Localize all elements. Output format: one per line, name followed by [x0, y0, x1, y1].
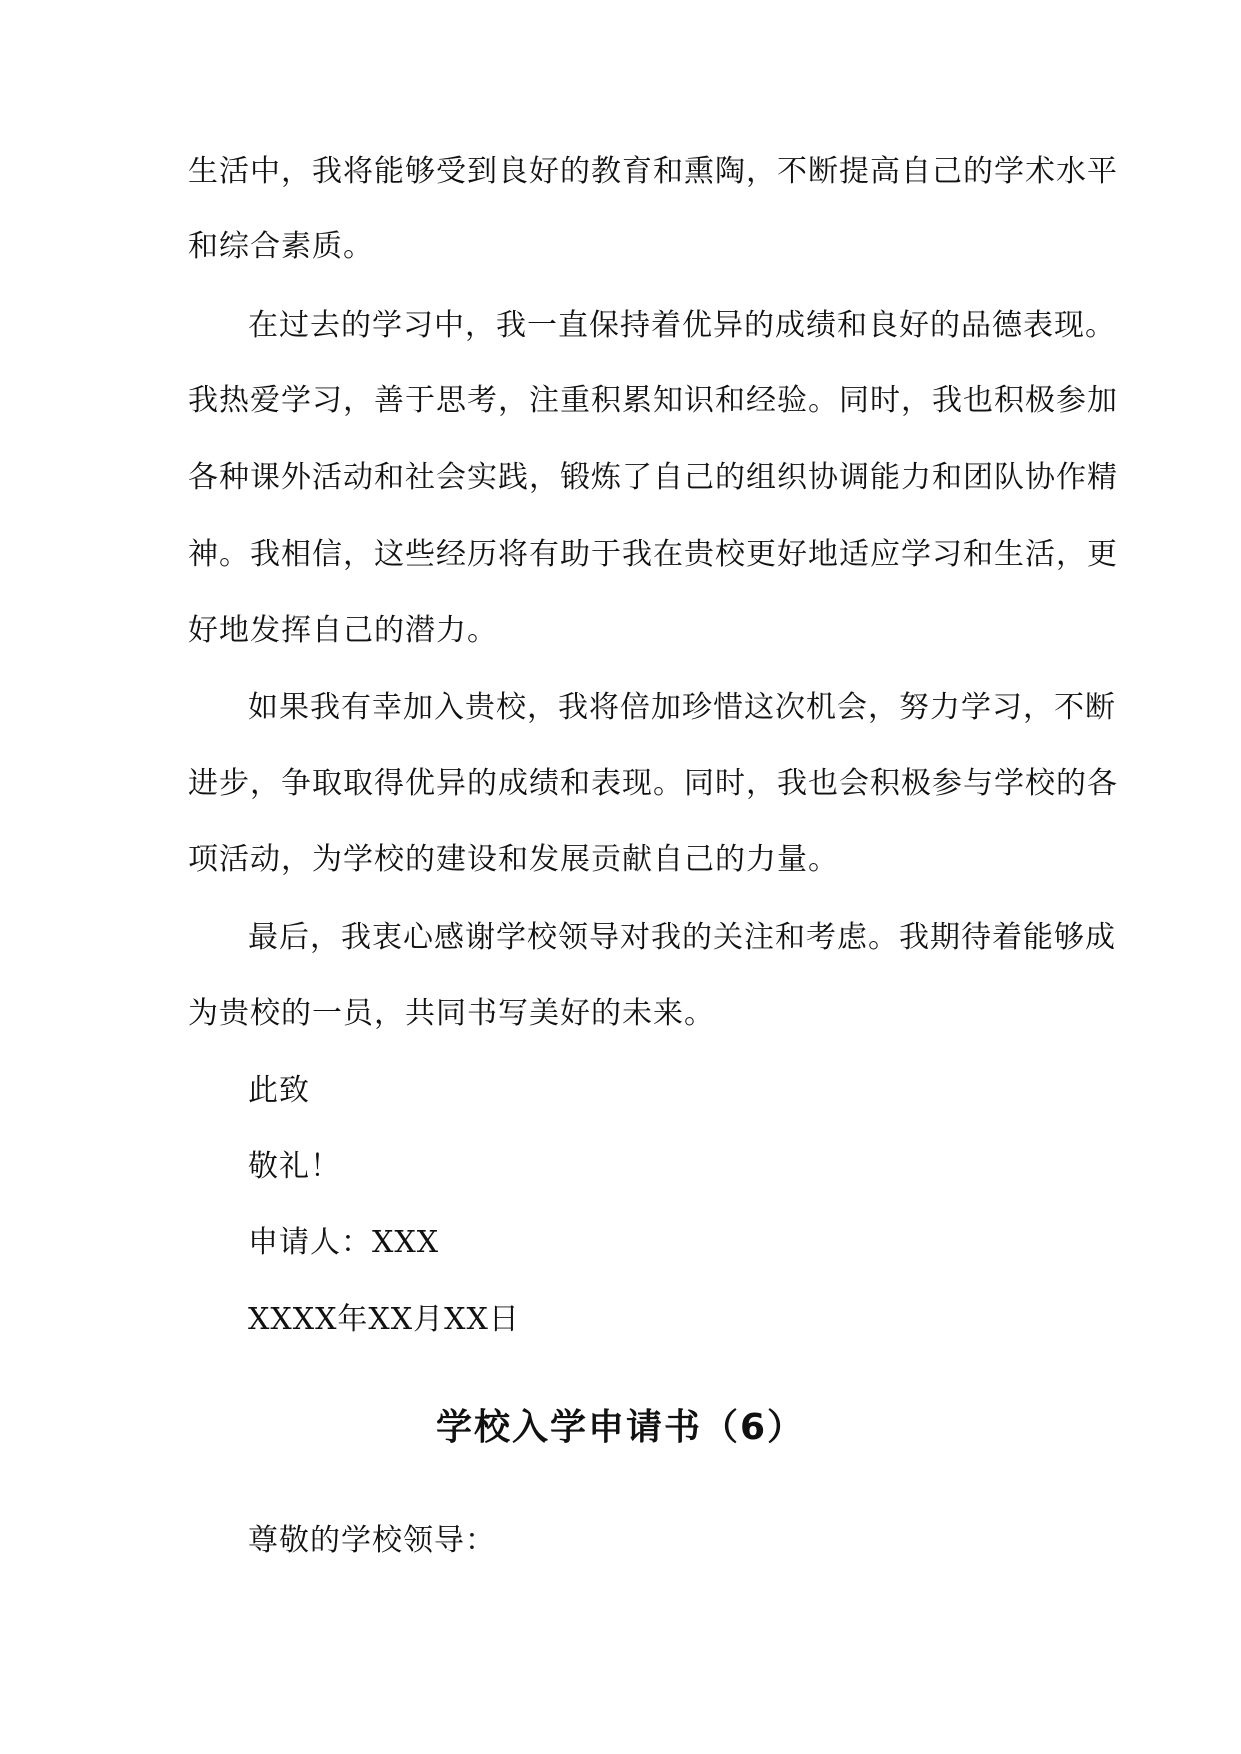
closing-line: 此致 [248, 1073, 310, 1108]
body-line: 生活中，我将能够受到良好的教育和熏陶，不断提高自己的学术水平 [188, 154, 1118, 189]
date-line: XXXX年XX月XX日 [248, 1302, 520, 1337]
body-line: 为贵校的一员，共同书写美好的未来。 [188, 996, 715, 1031]
body-line: 和综合素质。 [188, 229, 374, 264]
body-line: 在过去的学习中，我一直保持着优异的成绩和良好的品德表现。 [248, 308, 1116, 343]
body-line: 如果我有幸加入贵校，我将倍加珍惜这次机会，努力学习，不断 [248, 690, 1116, 725]
body-line: 神。我相信，这些经历将有助于我在贵校更好地适应学习和生活，更 [188, 537, 1118, 572]
closing-line: 敬礼！ [248, 1149, 341, 1184]
body-line: 各种课外活动和社会实践，锻炼了自己的组织协调能力和团队协作精 [188, 460, 1118, 495]
section-title: 学校入学申请书（6） [435, 1407, 806, 1448]
body-line: 我热爱学习，善于思考，注重积累知识和经验。同时，我也积极参加 [188, 383, 1118, 418]
body-line: 最后，我衷心感谢学校领导对我的关注和考虑。我期待着能够成 [248, 920, 1116, 955]
body-line: 进步，争取取得优异的成绩和表现。同时，我也会积极参与学校的各 [188, 766, 1118, 801]
applicant-line: 申请人：XXX [248, 1225, 440, 1260]
body-line: 项活动，为学校的建设和发展贡献自己的力量。 [188, 842, 839, 877]
body-line: 好地发挥自己的潜力。 [188, 613, 498, 648]
salutation: 尊敬的学校领导： [248, 1523, 496, 1558]
